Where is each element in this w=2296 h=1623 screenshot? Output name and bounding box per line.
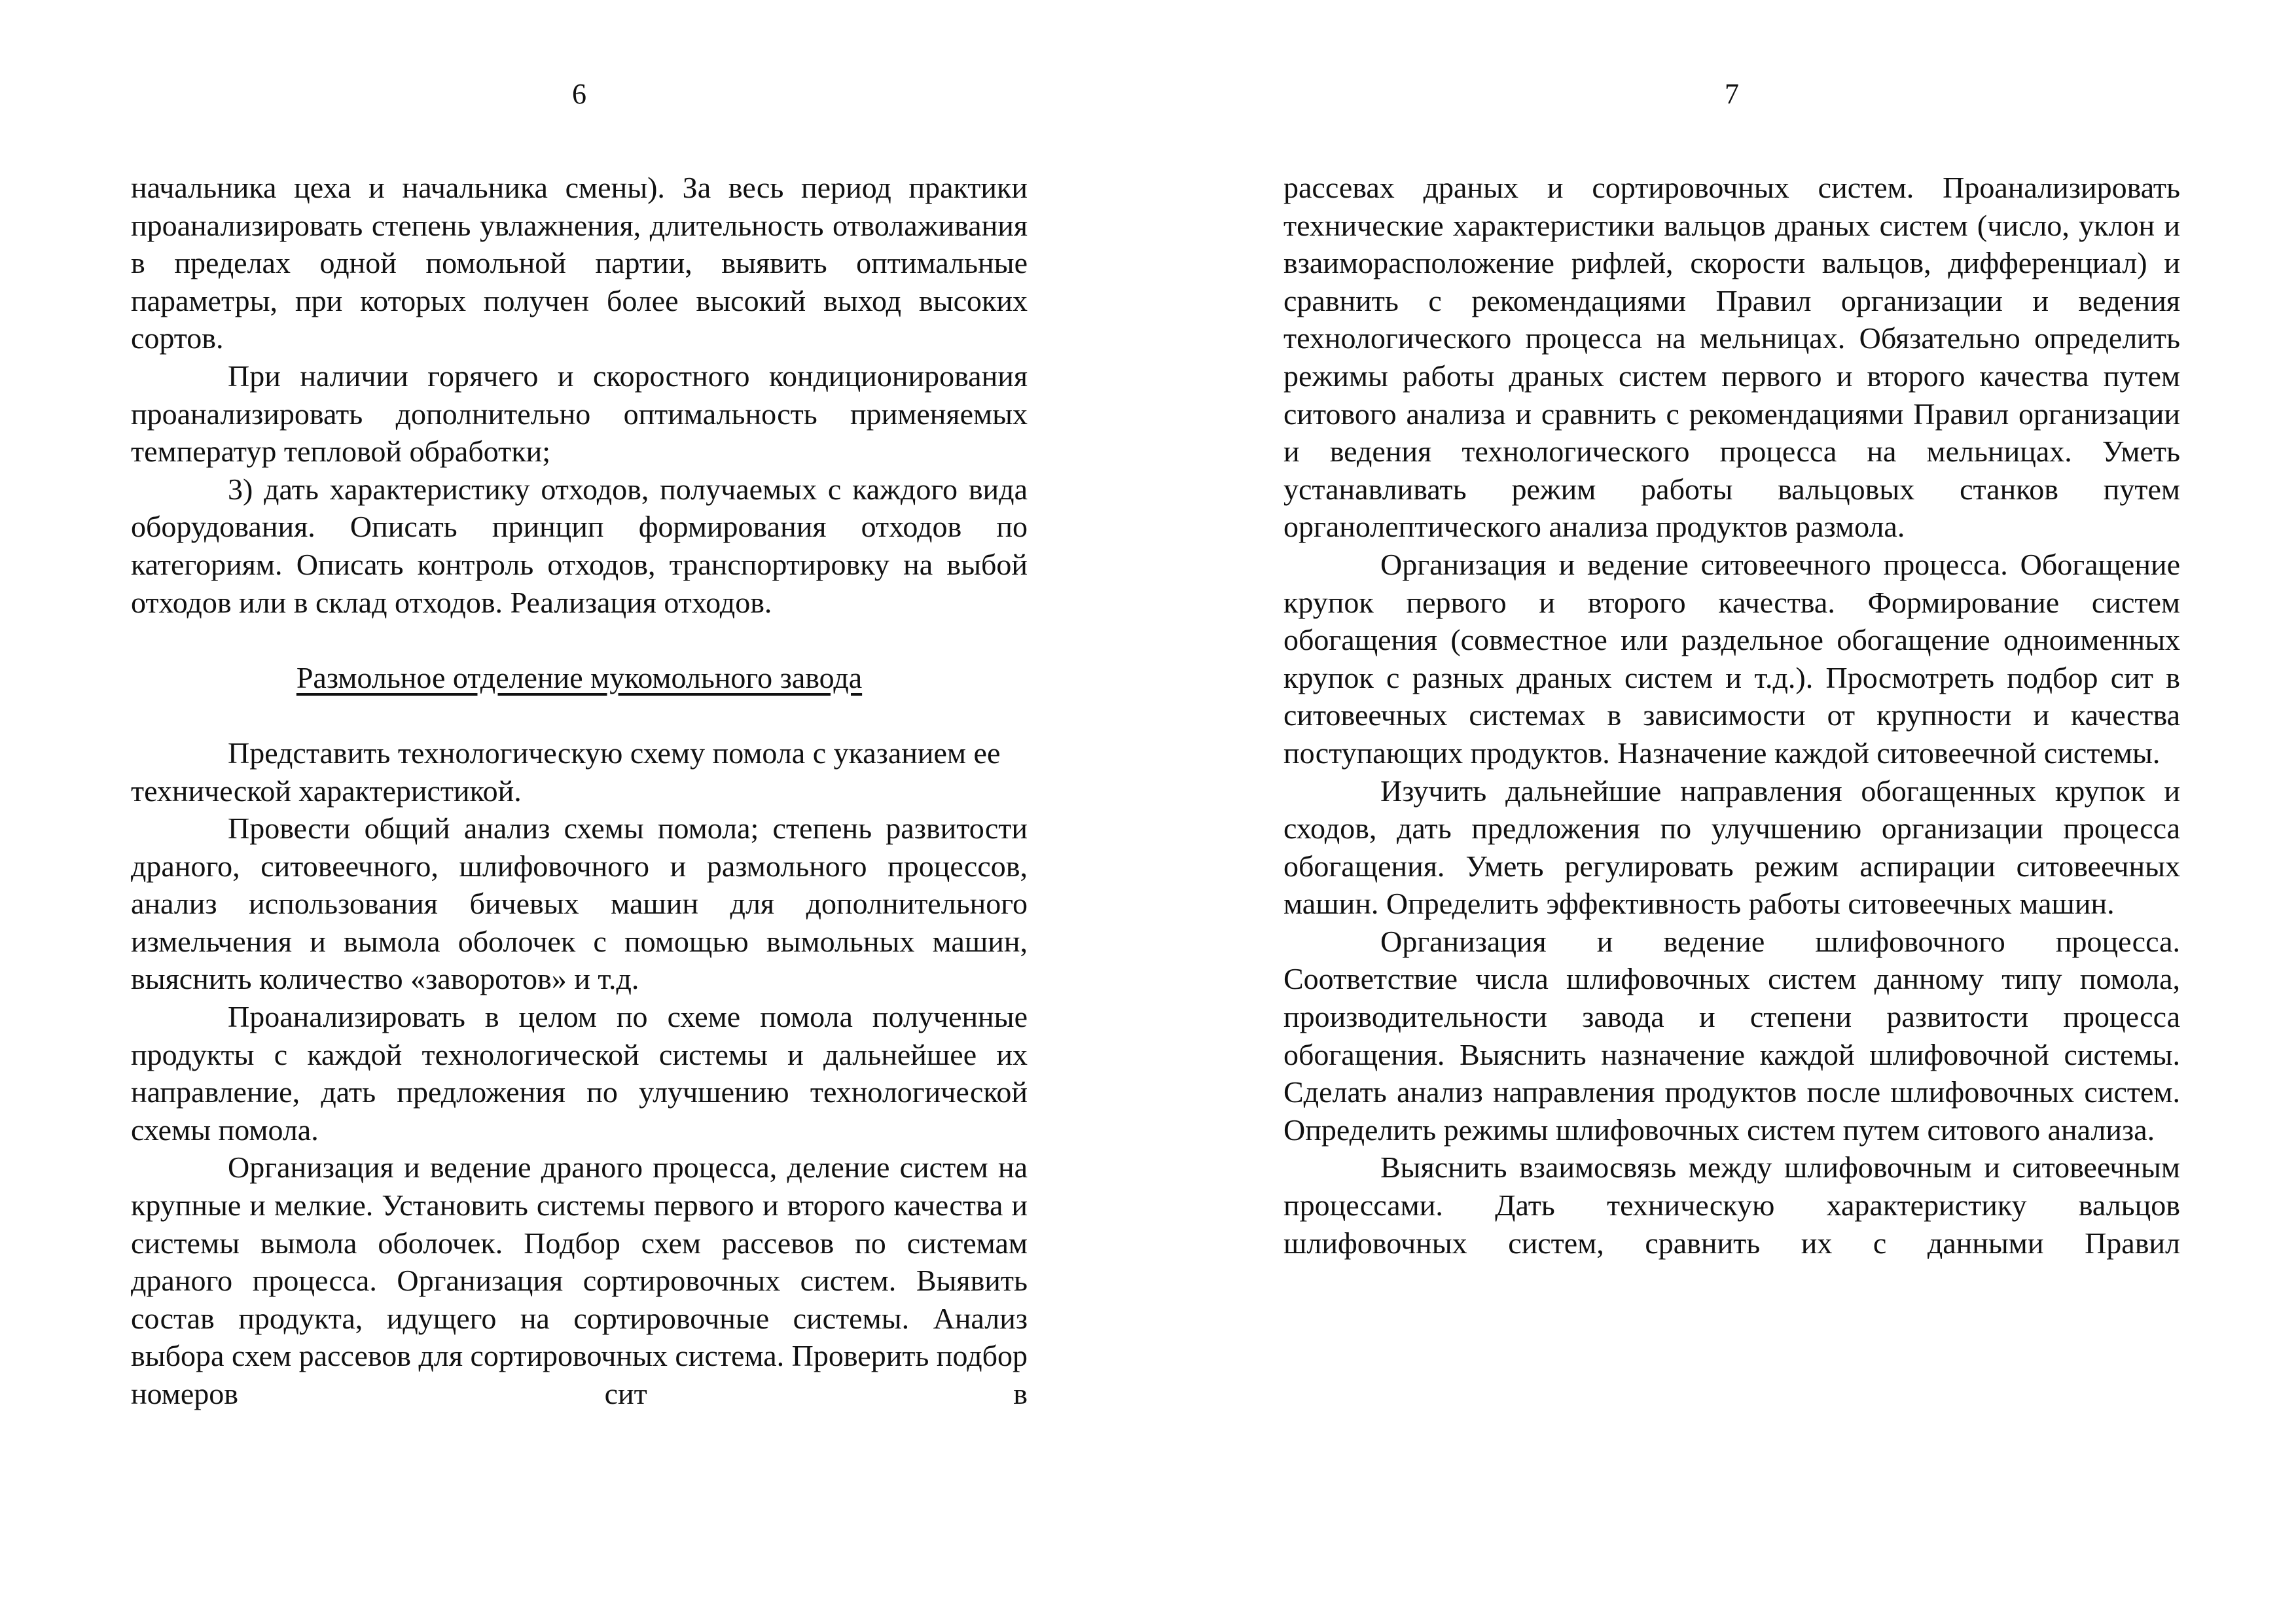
paragraph: Проанализировать в целом по схеме помола полученные продукты с каждой технологической системы и дальнейшее их направление, дать предложения по улучшению технологической схемы помола.	[131, 1000, 1028, 1147]
paragraph: Изучить дальнейшие направления обогащенных крупок и сходов, дать предложения по улучшению организации процесса обогащения. Уметь регулировать режим аспирации ситовеечных машин. Определить эффективность работы ситовеечных машин.	[1283, 774, 2180, 921]
paragraph: Выяснить взаимосвязь между шлифовочным и ситовеечным процессами. Дать техническую характеристику вальцов шлифовочных систем, сравнить их с данными Правил	[1283, 1150, 2180, 1260]
paragraph: Организация и ведение ситовеечного процесса. Обогащение крупок первого и второго качества. Формирование систем обогащения (совместное или раздельное обогащение одноименных крупок с разных драных систем и т.д.). Просмотреть подбор сит в ситовеечных системах в зависимости от крупности и качества поступающих продуктов. Назначение каждой ситовеечной системы.	[1283, 547, 2180, 770]
paragraph: Провести общий анализ схемы помола; степень развитости драного, ситовеечного, шлифовочного и размольного процессов, анализ использования бичевых машин для дополнительного измельчения и вымола оболочек с помощью вымольных машин, выяснить количество «заворотов» и т.д.	[131, 812, 1028, 996]
left-page	[131, 0, 1028, 1623]
left-page-text	[131, 169, 1028, 1413]
paragraph: Представить технологическую схему помола с указанием ее технической характеристикой.	[131, 736, 1001, 808]
paragraph: Организация и ведение шлифовочного процесса. Соответствие числа шлифовочных систем данному типу помола, производительности завода и степени развитости процесса обогащения. Выяснить назначение каждой шлифовочной системы. Сделать анализ направления продуктов после шлифовочных систем. Определить режимы шлифовочных систем путем ситового анализа.	[1283, 924, 2180, 1147]
paragraph: рассевах драных и сортировочных систем. Проанализировать технические характеристики вальцов драных систем (число, уклон и взаиморасположение рифлей, скорости вальцов, дифференциал) и сравнить с рекомендациями Правил организации и ведения технологического процесса на мельницах. Обязательно определить режимы работы драных систем первого и второго качества путем ситового анализа и сравнить с рекомендациями Правил организации и ведения технологического процесса на мельницах. Уметь устанавливать режим работы вальцовых станков путем органолептического анализа продуктов размола.	[1283, 171, 2180, 544]
page-number: 7	[1725, 78, 1739, 110]
paragraph: 3) дать характеристику отходов, получаемых с каждого вида оборудования. Описать принцип формирования отходов по категориям. Описать контроль отходов, транспортировку на выбой отходов или в склад отходов. Реализация отходов.	[131, 472, 1028, 619]
right-page-text	[1283, 169, 2180, 1262]
paragraph: При наличии горячего и скоростного кондиционирования проанализировать дополнительно оптимальность применяемых температур тепловой обработки;	[131, 359, 1028, 469]
paragraph: Организация и ведение драного процесса, деление систем на крупные и мелкие. Установить системы первого и второго качества и системы вымола оболочек. Подбор схем рассевов по системам драного процесса. Организация сортировочных систем. Выявить состав продукта, идущего на сортировочные системы. Анализ выбора схем рассевов для сортировочных система. Проверить подбор номеров сит в	[131, 1150, 1028, 1410]
page-number: 6	[572, 78, 586, 110]
section-heading: Размольное отделение мукомольного завода	[296, 660, 863, 694]
right-page	[1283, 0, 2180, 1623]
paragraph: начальника цеха и начальника смены). За весь период практики проанализировать степень увлажнения, длительность отволаживания в пределах одной помольной партии, выявить оптимальные параметры, при которых получен более высокий выход высоких сортов.	[131, 171, 1028, 355]
